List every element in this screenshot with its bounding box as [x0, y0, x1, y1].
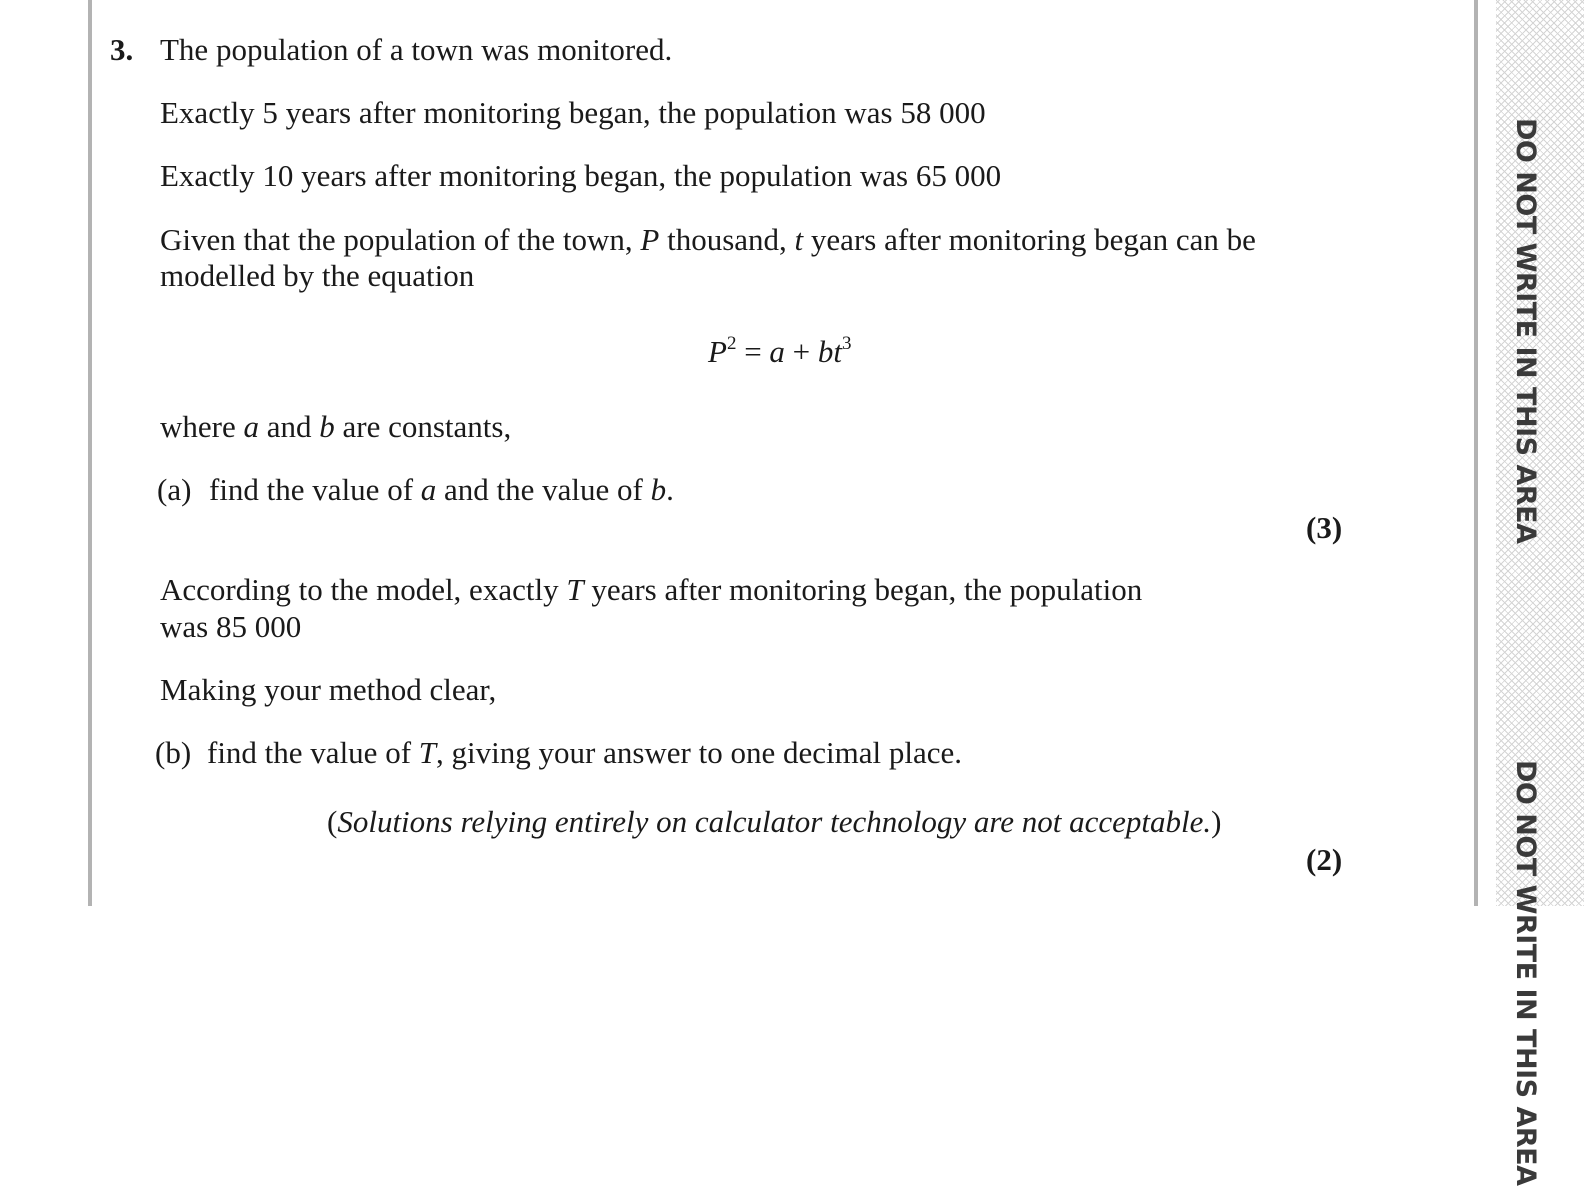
fact-5-years: Exactly 5 years after monitoring began, the population was 58 000	[160, 95, 986, 130]
part-a: (a) find the value of a and the value of b.	[157, 472, 674, 507]
fact-10-years: Exactly 10 years after monitoring began, the population was 65 000	[160, 158, 1002, 193]
right-margin-rule	[1474, 0, 1478, 906]
question-number: 3.	[110, 32, 134, 67]
left-margin-rule	[88, 0, 92, 906]
method-instruction: Making your method clear,	[160, 672, 497, 707]
model-statement-line2: was 85 000	[160, 609, 302, 644]
part-a-marks: (3)	[1306, 510, 1343, 545]
given-statement-line1: Given that the population of the town, P thousand, t years after monitoring began can be	[160, 222, 1256, 257]
calculator-note: (Solutions relying entirely on calculator technology are not acceptable.)	[327, 804, 1222, 839]
part-b: (b) find the value of T, giving your answer to one decimal place.	[155, 735, 962, 770]
constants-statement: where a and b are constants,	[160, 409, 512, 444]
part-b-label: (b)	[155, 735, 192, 770]
model-equation: $P^2 = a + bt^3$	[708, 333, 852, 369]
part-b-marks: (2)	[1306, 842, 1343, 877]
part-a-label: (a)	[157, 472, 192, 507]
margin-warning-top: DO NOT WRITE IN THIS AREA	[1510, 118, 1541, 544]
margin-warning-bottom: DO NOT WRITE IN THIS AREA	[1510, 760, 1541, 1186]
question-intro: The population of a town was monitored.	[160, 32, 673, 67]
given-statement-line2: modelled by the equation	[160, 258, 475, 293]
model-statement-line1: According to the model, exactly T years after monitoring began, the population	[160, 572, 1143, 607]
